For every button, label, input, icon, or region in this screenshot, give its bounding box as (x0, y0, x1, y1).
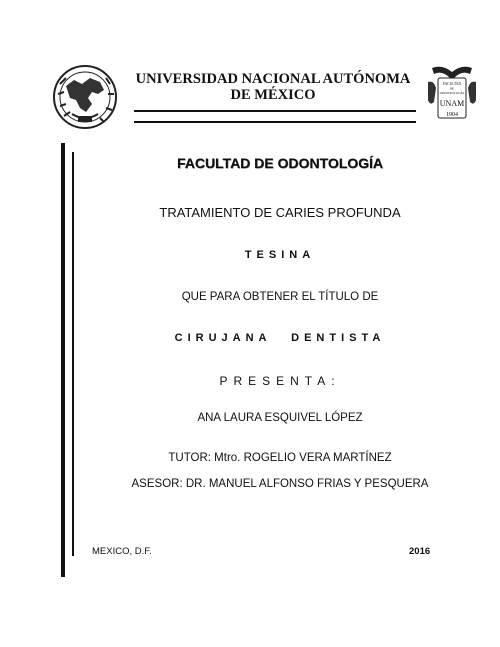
presents-label: PRESENTA: (219, 374, 341, 388)
seal-text-line4: UNAM (439, 99, 465, 108)
header-rule-top (134, 110, 416, 112)
author-name: ANA LAURA ESQUIVEL LÓPEZ (197, 412, 363, 424)
unam-coat-of-arms-logo (52, 64, 118, 130)
tutor-line: TUTOR: Mtro. ROGELIO VERA MARTÍNEZ (168, 452, 392, 464)
city-label: MEXICO, D.F. (92, 546, 152, 557)
faculty-seal-logo (426, 62, 478, 124)
year-label: 2016 (409, 546, 431, 557)
header-rule-bottom (134, 121, 416, 123)
degree-purpose: QUE PARA OBTENER EL TÍTULO DE (181, 291, 379, 303)
faculty-title: FACULTAD DE ODONTOLOGÍA (176, 155, 384, 171)
thesis-topic: TRATAMIENTO DE CARIES PROFUNDA (159, 205, 401, 220)
degree-title: CIRUJANA DENTISTA (174, 332, 386, 344)
seal-text-line2: DE (449, 86, 455, 91)
university-name: UNIVERSIDAD NACIONAL AUTÓNOMA DE MÉXICO (135, 71, 411, 103)
seal-text-line5: 1904 (446, 112, 458, 118)
document-type: TESINA (244, 249, 316, 261)
seal-text-line3: ODONTOLOGÍA (439, 91, 465, 95)
seal-text-line1: FACULTAD (442, 82, 462, 86)
advisor-line: ASESOR: DR. MANUEL ALFONSO FRIAS Y PESQUERA (131, 478, 429, 490)
left-margin-bar-thick (61, 143, 65, 577)
left-margin-bar-thin (72, 152, 74, 556)
